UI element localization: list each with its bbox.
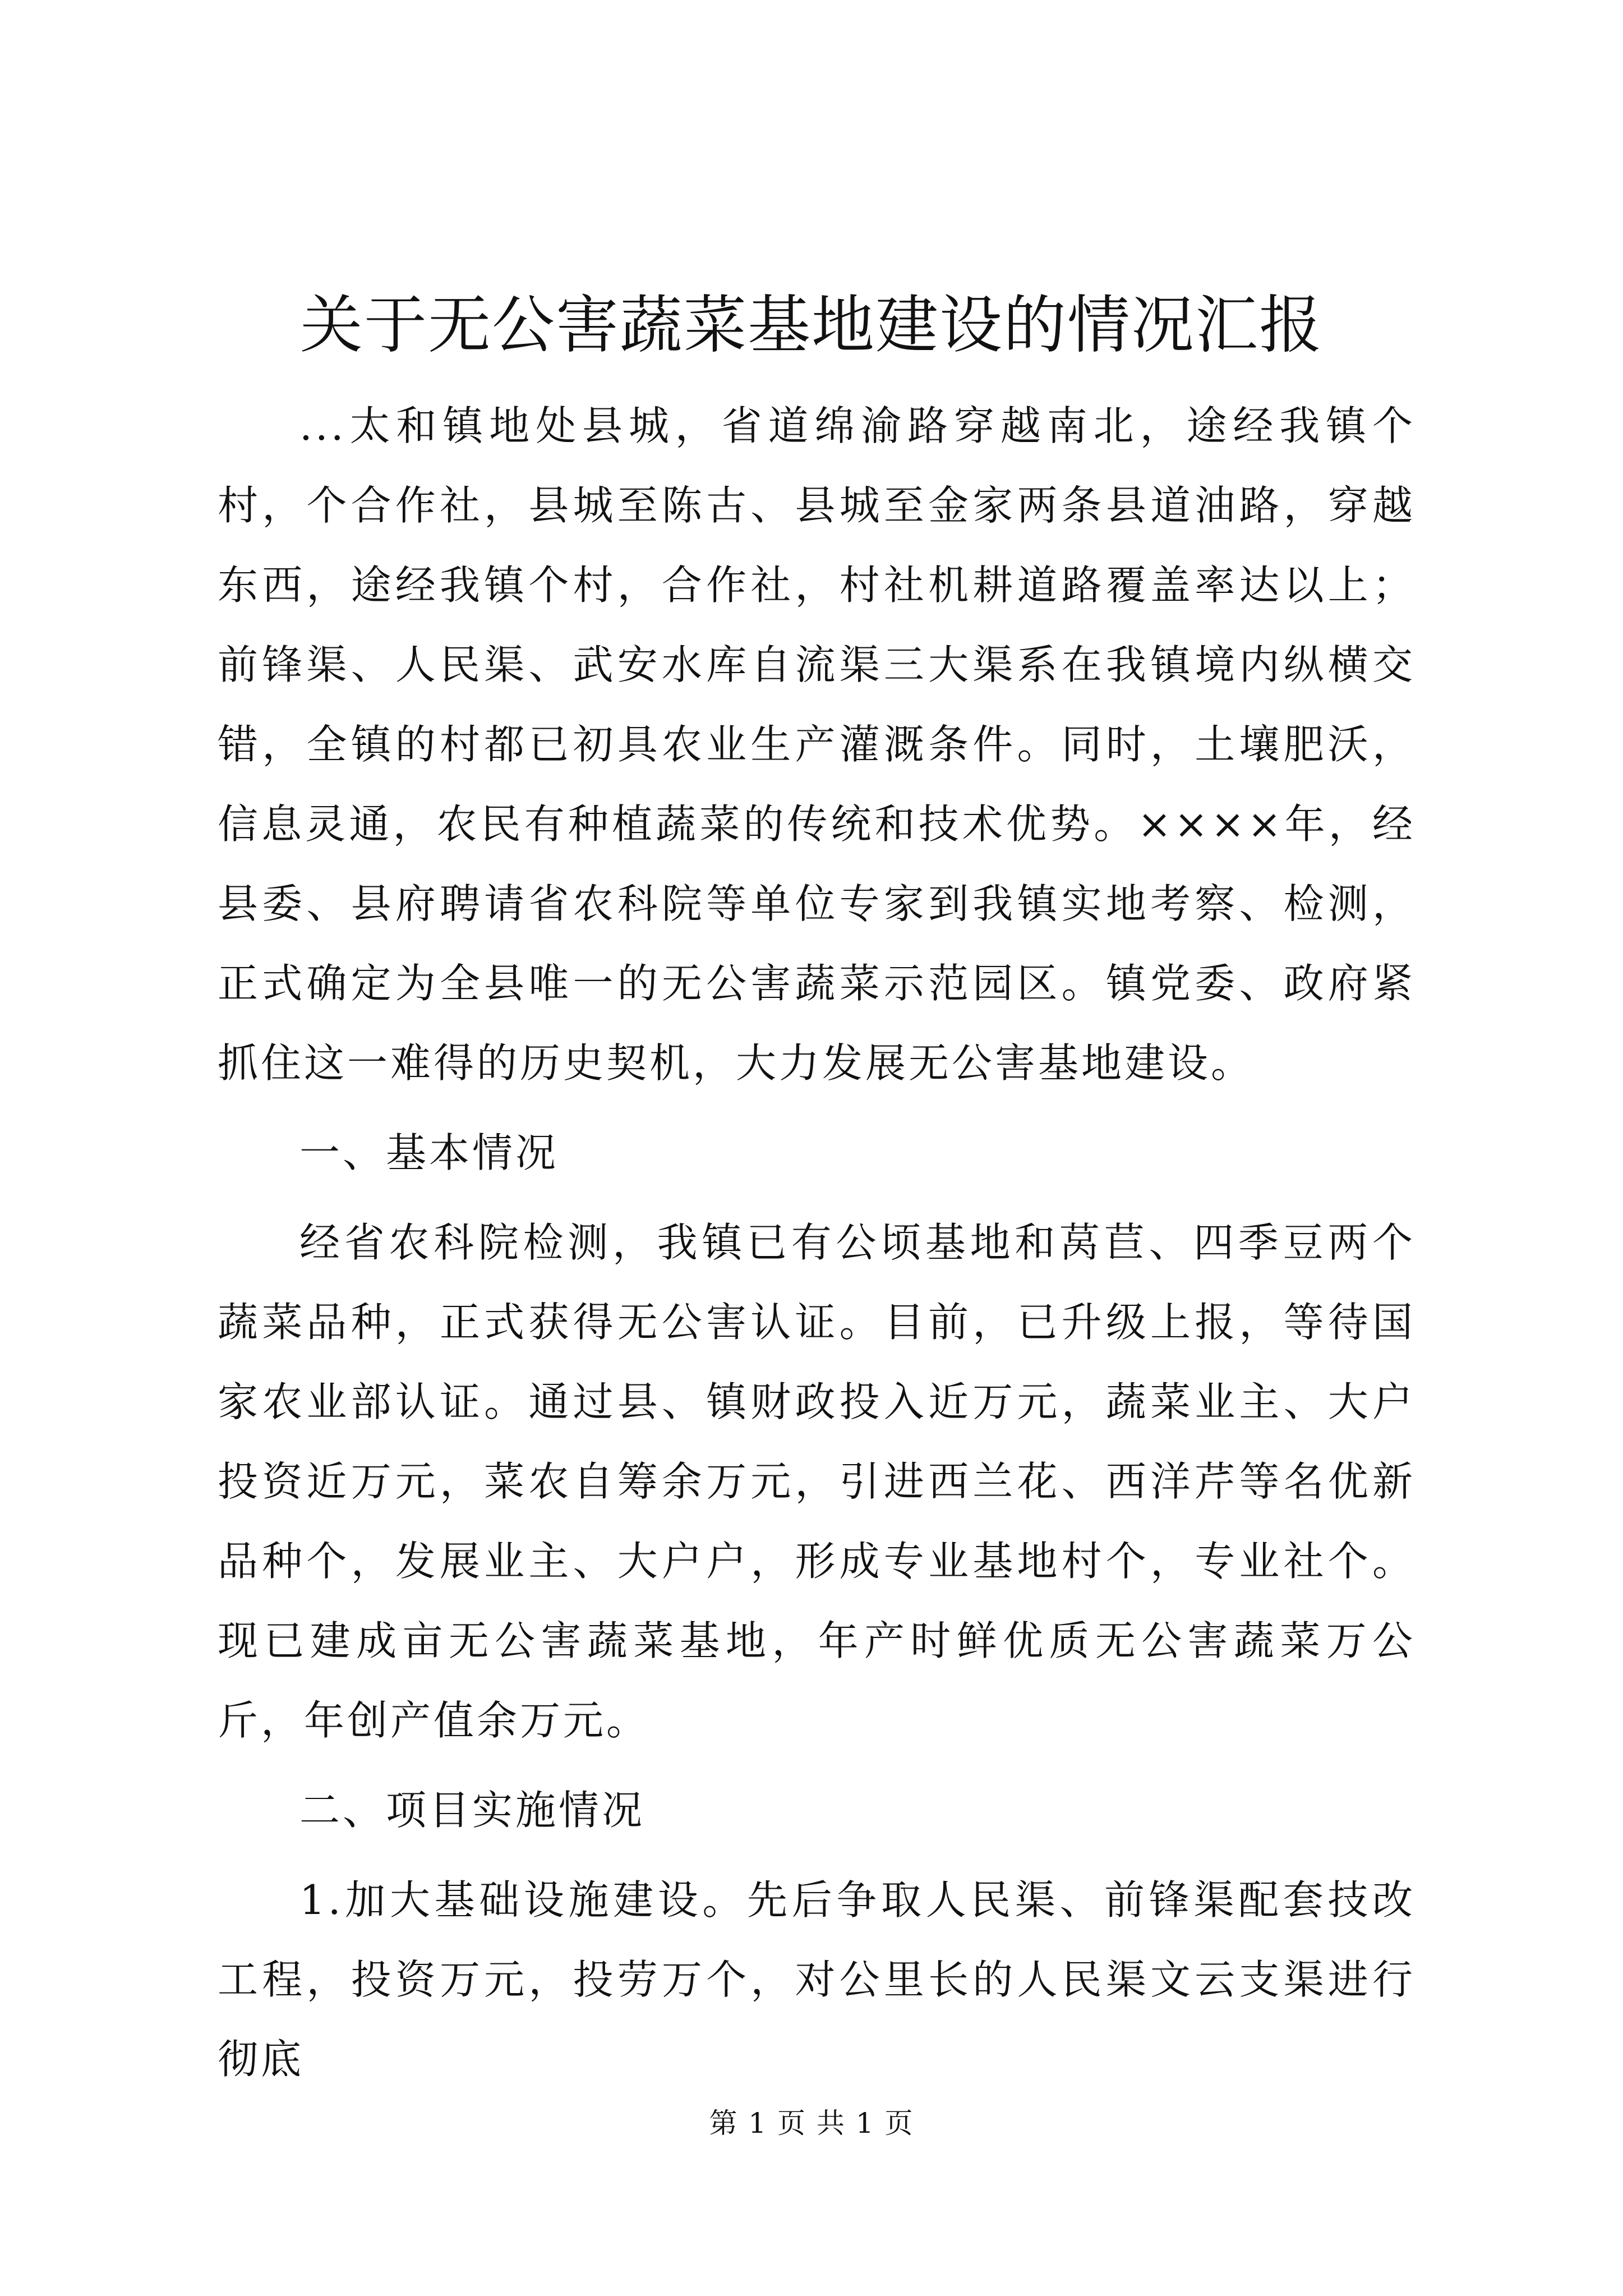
implementation-paragraph: 1.加大基础设施建设。先后争取人民渠、前锋渠配套技改工程，投资万元，投劳万个，对公里长的人民渠文云支渠进行彻底 bbox=[218, 1876, 1415, 2083]
basic-situation-paragraph: 经省农科院检测，我镇已有公顷基地和莴苣、四季豆两个蔬菜品种，正式获得无公害认证。目前，已升级上报，等待国家农业部认证。通过县、镇财政投入近万元，蔬菜业主、大户投资近万元，菜农自筹余万元，引进西兰花、西洋芹等名优新品种个，发展业主、大户户，形成专业基地村个，专业社个。现已建成亩无公害蔬菜基地，年产时鲜优质无公害蔬菜万公斤，年创产值余万元。 bbox=[218, 1219, 1415, 1744]
section-heading-implementation: 二、项目实施情况 bbox=[299, 1787, 645, 1834]
intro-paragraph: ...太和镇地处县城，省道绵渝路穿越南北，途经我镇个村，个合作社，县城至陈古、县城至金家两条县道油路，穿越东西，途经我镇个村，合作社，村社机耕道路覆盖率达以上；前锋渠、人民渠、武安水库自流渠三大渠系在我镇境内纵横交错，全镇的村都已初具农业生产灌溉条件。同时，土壤肥沃，信息灵通，农民有种植蔬菜的传统和技术优势。××××年，经县委、县府聘请省农科院等单位专家到我镇实地考察、检测，正式确定为全县唯一的无公害蔬菜示范园区。镇党委、政府紧抓住这一难得的历史契机，大力发展无公害基地建设。 bbox=[218, 402, 1415, 1087]
page-number-footer: 第 1 页 共 1 页 bbox=[709, 2107, 914, 2139]
document-title: 关于无公害蔬菜基地建设的情况汇报 bbox=[300, 289, 1323, 362]
document-body bbox=[218, 386, 1415, 2099]
section-heading-basic: 一、基本情况 bbox=[299, 1129, 559, 1176]
